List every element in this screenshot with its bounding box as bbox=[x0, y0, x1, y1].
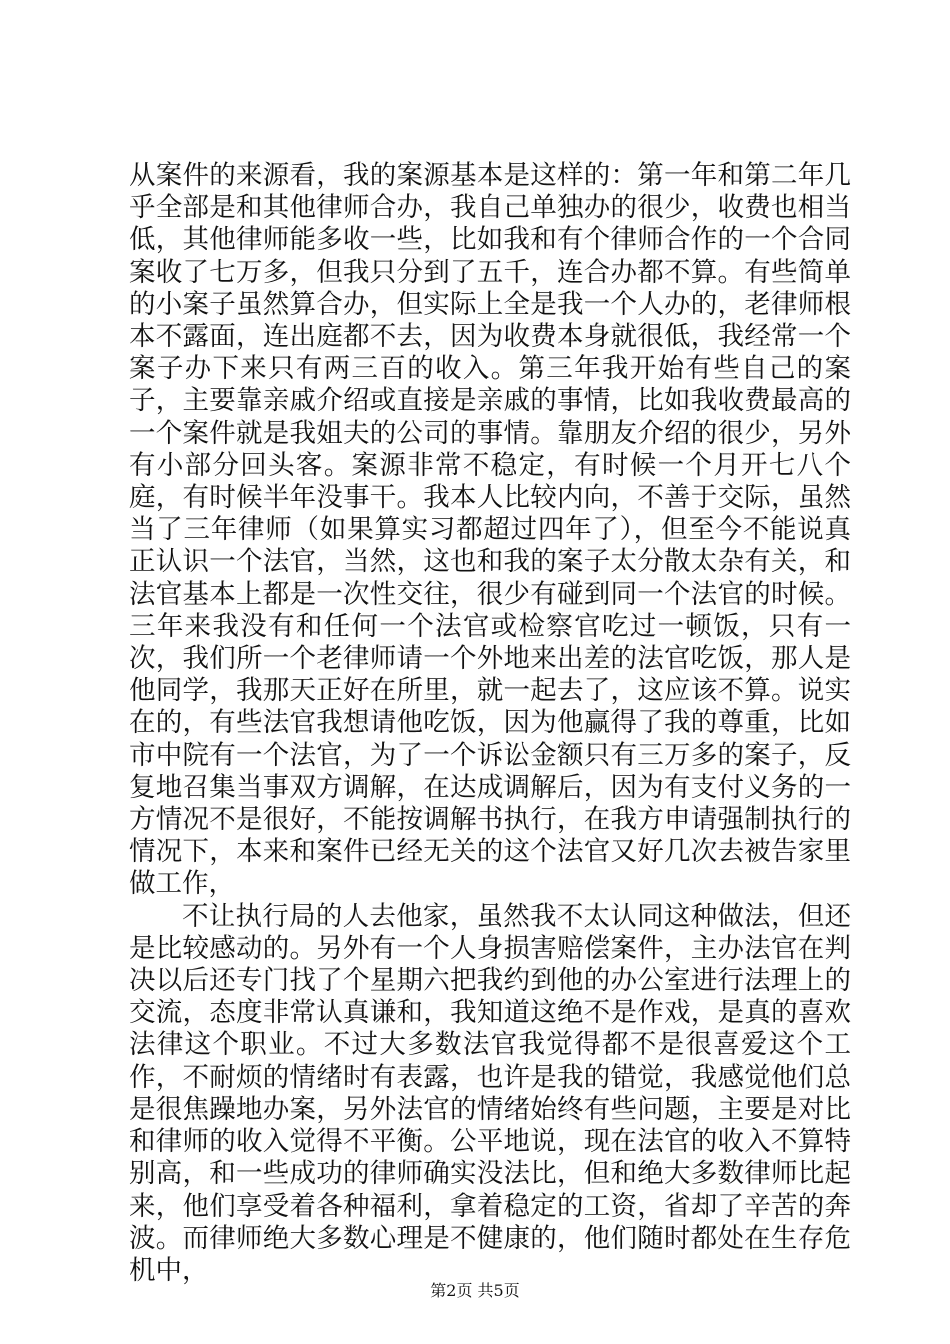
page-number-footer: 第2页 共5页 bbox=[430, 1281, 520, 1300]
paragraph-2: 不让执行局的人去他家，虽然我不太认同这种做法，但还是比较感动的。另外有一个人身损害赔偿案件，主办法官在判决以后还专门找了个星期六把我约到他的办公室进行法理上的交流，态度非常认真谦和，我知道这绝不是作戏，是真的喜欢法律这个职业。不过大多数法官我觉得都不是很喜爱这个工作，不耐烦的情绪时有表露，也许是我的错觉，我感觉他们总是很焦躁地办案，另外法官的情绪始终有些问题，主要是对比和律师的收入觉得不平衡。公平地说，现在法官的收入不算特别高，和一些成功的律师确实没法比，但和绝大多数律师比起来，他们享受着各种福利，拿着稳定的工资，省却了辛苦的奔波。而律师绝大多数心理是不健康的，他们随时都处在生存危机中， bbox=[129, 900, 851, 1286]
document-body bbox=[129, 160, 851, 1287]
paragraph-1: 从案件的来源看，我的案源基本是这样的：第一年和第二年几乎全部是和其他律师合办，我自己单独办的很少，收费也相当低，其他律师能多收一些，比如我和有个律师合作的一个合同案收了七万多，但我只分到了五千，连合办都不算。有些简单的小案子虽然算合办，但实际上全是我一个人办的，老律师根本不露面，连出庭都不去，因为收费本身就很低，我经常一个案子办下来只有两三百的收入。第三年我开始有些自己的案子，主要靠亲戚介绍或直接是亲戚的事情，比如我收费最高的一个案件就是我姐夫的公司的事情。靠朋友介绍的很少，另外有小部分回头客。案源非常不稳定，有时候一个月开七八个庭，有时候半年没事干。我本人比较内向，不善于交际，虽然当了三年律师（如果算实习都超过四年了），但至今不能说真正认识一个法官，当然，这也和我的案子太分散太杂有关，和法官基本上都是一次性交往，很少有碰到同一个法官的时候。三年来我没有和任何一个法官或检察官吃过一顿饭，只有一次，我们所一个老律师请一个外地来出差的法官吃饭，那人是他同学，我那天正好在所里，就一起去了，这应该不算。说实在的，有些法官我想请他吃饭，因为他赢得了我的尊重，比如市中院有一个法官，为了一个诉讼金额只有三万多的案子，反复地召集当事双方调解，在达成调解后，因为有支付义务的一方情况不是很好，不能按调解书执行，在我方申请强制执行的情况下，本来和案件已经无关的这个法官又好几次去被告家里做工作， bbox=[129, 160, 851, 900]
